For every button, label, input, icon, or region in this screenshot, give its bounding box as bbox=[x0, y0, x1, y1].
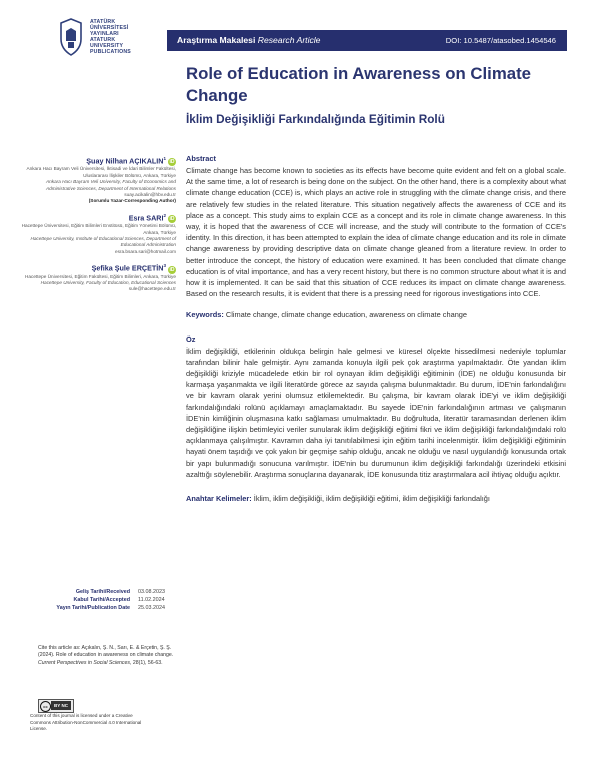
article-title: Role of Education in Awareness on Climate Change bbox=[186, 64, 532, 105]
abstract-heading: Abstract bbox=[186, 154, 216, 163]
publisher-logo bbox=[57, 17, 177, 67]
date-label: Yayın Tarihi/Publication Date bbox=[56, 605, 130, 611]
article-type: Araştırma Makalesi Research Article bbox=[177, 35, 321, 45]
publication-dates bbox=[40, 588, 176, 612]
date-value: 11.02.2024 bbox=[138, 597, 165, 603]
keywords-text: Climate change, climate change education, awareness on climate change bbox=[225, 310, 468, 320]
date-value: 25.03.2024 bbox=[138, 605, 165, 611]
journal-name: Current Perspectives in Social Sciences, bbox=[38, 659, 132, 666]
university-emblem-icon bbox=[57, 17, 85, 57]
citation: Cite this article as: Açıkalın, Ş. N., Sarı, E. & Erçetin, Ş. Ş. (2024). Role of education in awareness on climate change. Current Perspectives in Social Sciences, 28(1), 56-63. bbox=[38, 645, 174, 666]
date-row bbox=[40, 588, 176, 596]
date-row bbox=[40, 604, 176, 612]
by-nc-icon: BY NC bbox=[51, 701, 71, 710]
affiliation-tr: Hacettepe Üniversitesi, Eğitim Bilimleri Enstitüsü, Eğitim Yönetimi Bölümü, Ankara, Türkiye bbox=[21, 223, 176, 235]
orcid-icon[interactable]: iD bbox=[169, 159, 175, 166]
affiliation-en: Ankara Hacı Bayram Veli University, Faculty of Economics and Administrative Sciences, Department of International Relations bbox=[45, 179, 176, 191]
keywords-label: Keywords: bbox=[186, 310, 224, 320]
author-email[interactable]: suay.acikalin@hbv.edu.tr bbox=[124, 192, 176, 198]
oz-heading: Öz bbox=[186, 334, 196, 344]
author-email[interactable]: esra.bsara.sari@hotmail.com bbox=[114, 248, 176, 254]
article-subtitle: İklim Değişikliği Farkındalığında Eğitimin Rolü bbox=[186, 112, 445, 126]
license-text: Content of this journal is licensed under a Creative Commons Attribution-NonCommercial 4.0 International License. bbox=[30, 713, 142, 732]
date-label: Geliş Tarihi/Received bbox=[75, 589, 130, 595]
doi-link[interactable]: DOI: 10.5487/atasobed.1454546 bbox=[445, 35, 556, 45]
oz-section bbox=[186, 335, 566, 505]
oz-text: İklim değişikliği, etkilerinin oldukça belirgin hale gelmesi ve küresel ölçekte hissedilmesi nedeniyle toplumlar tarafından bilinir hale gelmiştir. Aynı zamanda konuyla ilgili pek çok araştırma yapılmaktadır. Öte yandan iklim değişikliği kriziyle mücadelede etkin bir rol oynayan iklim değişikliği eğitiminin (İDE) ne olduğu konusunda bir karmaşa yaşanmakta ve ilgili literatürde görece az sayıda çalışma bulunmaktadır. Bu durum, İDE'nin farkındalığını ve bir kavram olarak yerini olumsuz etkilemektedir. Bu çalışma, bir kavram olarak İDE'yi ve iklim değişikliği farkındalığındaki rolünü açıklamayı amaçlamaktadır. Bu sayede İDE'nin farkındalığının artması ve çalışmanın İDE'nin kimliğinin oluşmasına katkı sağlaması umulmaktadır. Bu doğrultuda, literatür taramasından derlenen iklim değişikliğine ilişkin betimleyici veriler sunularak iklim değişikliği eğitimi fikri ve iklim değişikliği farkındalığındaki rolü açıklanmaya çalışılmıştır. Kavramın daha iyi tanıtılabilmesi için eğitim tarihi incelenmiştir. İklim değişikliği eğitiminin hayati önem taşıdığı ve çok yakın bir geçmişe sahip olduğu, ancak ne olduğu ve nasıl uygulandığı konusunda ortak bir yapı bulunmadığı sonucuna varılmıştır. İDE'nin bu durumunun iklim değişikliği farkındalığı üzerindeki etkisini azalttığı söylenebilir. Araştırma sonuçlarına dayanarak, İDE konusunda titiz araştırmalara acil ihtiyaç olduğu açıktır. bbox=[186, 346, 566, 479]
anahtar-kelimeler-text: İklim, iklim değişikliği, iklim değişikliği eğitimi, iklim değişikliği farkındalığı bbox=[253, 494, 490, 504]
abstract-section bbox=[186, 154, 566, 321]
corresponding-author-note: (Sorumlu Yazar-Corresponding Author) bbox=[88, 198, 176, 204]
author-name: Esra SARI bbox=[128, 213, 164, 223]
cc-license-badge[interactable] bbox=[38, 699, 74, 713]
orcid-icon[interactable]: iD bbox=[169, 216, 175, 223]
affiliation-en: Hacettepe University, Institute of Educational Sciences, Department of Educational Administration bbox=[30, 236, 176, 248]
keywords bbox=[186, 309, 566, 320]
date-value: 03.08.2023 bbox=[138, 589, 165, 595]
abstract-text: Climate change has become known to societies as its effects have become quite evident and felt on a global scale. At the same time, a lot of research is being done on the subject. On the other hand, there is a complexity about what climate change education (CCE) is, which plays an active role in struggling with the climate change crisis, and there are relatively few studies in the related literature. This situation negatively affects the awareness of CCE and its place as a concept. This study aims to explain CCE as a concept and its role in climate change awareness. In this way, it is hoped that the awareness of CCE will increase, and the study will contribute to the formation of CCE's identity. In this direction, it has been attempted to explain the idea of climate change education and its role in climate change awareness by providing descriptive data on climate change gleaned from a literature review. In order to better introduce the concept, the history of education were examined. It has been concluded that climate change education is of vital importance, and has a very recent history, but there is no common structure about what it is and how it is implemented. It can be said that this situation of CCE reduces its impact on climate change awareness. Based on the research results, it is evident that there is a pressing need for rigorous investigations into CCE. bbox=[186, 166, 567, 299]
author-name: Şefika Şule ERÇETİN bbox=[91, 263, 164, 273]
anahtar-kelimeler bbox=[186, 493, 566, 504]
affiliation-tr: Hacettepe Üniversitesi, Eğitim Fakültesi, Eğitim Bilimleri, Ankara, Türkiye bbox=[24, 273, 176, 279]
author-block: Şefika Şule ERÇETİN$^3$iD Hacettepe Üniversitesi, Eğitim Fakültesi, Eğitim Bilimleri, Ankara, Türkiye Hacettepe University, Faculty of Education, Educational Sciences sule@hacettepe.edu.tr bbox=[20, 261, 176, 293]
anahtar-kelimeler-label: Anahtar Kelimeler: bbox=[186, 494, 252, 504]
author-block: Esra SARI$^2$iD Hacettepe Üniversitesi, Eğitim Bilimleri Enstitüsü, Eğitim Yönetimi Bölümü, Ankara, Türkiye Hacettepe University, Institute of Educational Sciences, Department of Educational Administration esra.bsara.sari@hotmail.com bbox=[21, 212, 176, 254]
date-label: Kabul Tarihi/Accepted bbox=[73, 597, 130, 603]
affiliation-tr: Ankara Hacı Bayram Veli Üniversitesi, İktisadi ve İdari Bilimler Fakültesi, Uluslararası İlişkiler Bölümü, Ankara, Türkiye bbox=[26, 166, 176, 178]
date-row bbox=[40, 596, 176, 604]
main-content bbox=[186, 154, 566, 504]
author-block: Şuay Nilhan AÇIKALIN$^1$iD Ankara Hacı Bayram Veli Üniversitesi, İktisadi ve İdari Bilimler Fakültesi, Uluslararası İlişkiler Bölümü, Ankara, Türkiye Ankara Hacı Bayram Veli University, Faculty of Economics and Administrative Sciences, Department of International Relations suay.acikalin@hbv.edu.tr (Sorumlu Yazar-Corresponding Author) bbox=[20, 154, 176, 205]
affiliation-en: Hacettepe University, Faculty of Education, Educational Sciences bbox=[40, 280, 176, 286]
author-email[interactable]: sule@hacettepe.edu.tr bbox=[128, 286, 176, 292]
orcid-icon[interactable]: iD bbox=[169, 266, 175, 273]
author-sidebar bbox=[20, 150, 176, 293]
header-bar bbox=[167, 30, 567, 51]
creative-commons-icon: cc bbox=[40, 701, 51, 712]
logo-text: ATATÜRK ÜNİVERSİTESİ YAYINLARI ATATURK UNIVERSITY PUBLICATIONS bbox=[90, 19, 131, 55]
author-name: Şuay Nilhan AÇIKALIN bbox=[86, 156, 164, 166]
